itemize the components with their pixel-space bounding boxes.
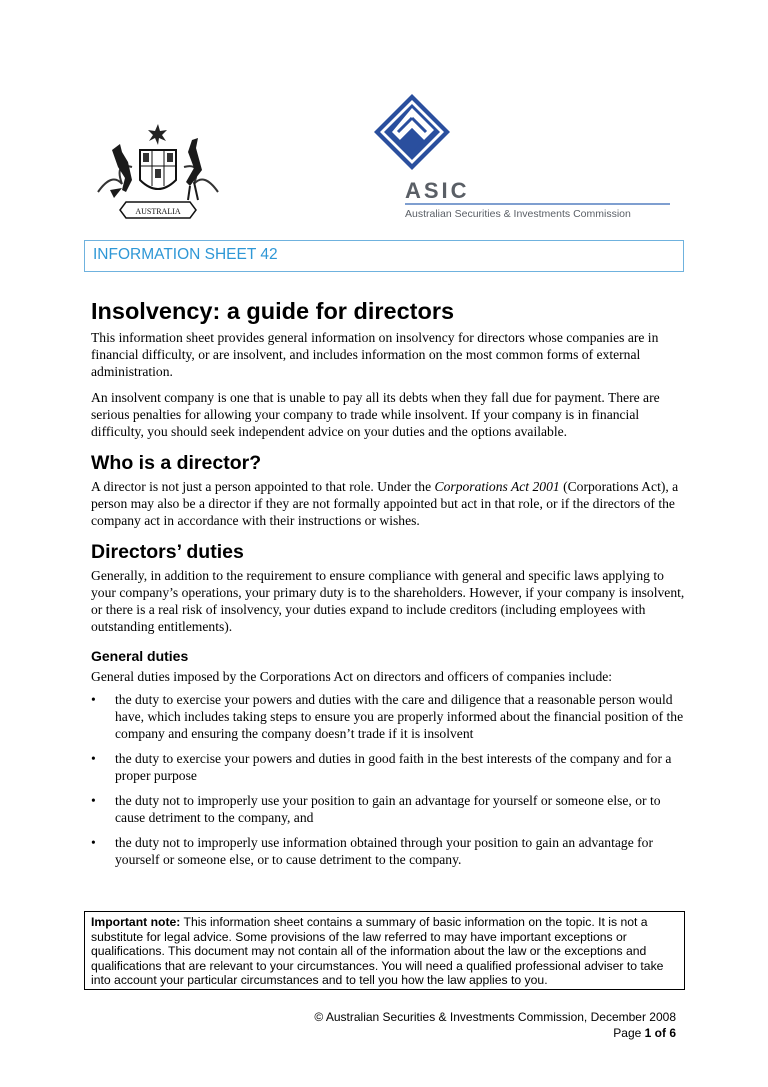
who-is-director-paragraph: A director is not just a person appointed to that role. Under the Corporations Act 2001 (Corporations Act), a person may also be a director if they are not formally appointed but act in that role, or if the directors of the company act in accordance with their instructions or wishes. <box>91 479 679 528</box>
asic-full-name: Australian Securities & Investments Commission <box>405 208 631 220</box>
page-number: Page 1 of 6 <box>613 1026 676 1040</box>
bullet-icon: • <box>91 835 96 850</box>
list-item: • the duty not to improperly use information obtained through your position to gain an advantage for yourself or someone else, or to cause detriment to the company. <box>91 835 653 867</box>
general-duties-list <box>91 691 687 868</box>
who-is-director-heading: Who is a director? <box>91 452 262 474</box>
document-body <box>91 296 687 876</box>
act-name: Corporations Act 2001 <box>434 479 560 494</box>
directors-duties-heading: Directors’ duties <box>91 541 244 563</box>
document-title: Insolvency: a guide for directors <box>91 298 455 324</box>
crest-banner-text: AUSTRALIA <box>135 207 181 216</box>
list-item: • the duty not to improperly use your position to gain an advantage for yourself or someone else, or to cause detriment to the company, and <box>91 793 661 825</box>
important-note-label: Important note: <box>91 915 181 929</box>
important-note-box <box>84 911 685 990</box>
bullet-icon: • <box>91 692 96 707</box>
coat-of-arms-logo <box>92 122 224 222</box>
intro-paragraph-1: This information sheet provides general information on insolvency for directors whose companies are in financial difficulty, or are insolvent, and includes information on the most common forms of external administration. <box>91 330 659 379</box>
asic-diamond-logo <box>372 92 452 172</box>
bullet-icon: • <box>91 793 96 808</box>
list-item: • the duty to exercise your powers and duties in good faith in the best interests of the company and for a proper purpose <box>91 751 672 783</box>
list-item: • the duty to exercise your powers and duties with the care and diligence that a reasonable person would have, which includes taking steps to ensure you are properly informed about the financial position of the company and ensuring the company doesn’t trade if it is insolvent <box>91 692 684 741</box>
general-duties-heading: General duties <box>91 648 189 664</box>
copyright-text: © Australian Securities & Investments Commission, December 2008 <box>314 1010 676 1024</box>
information-sheet-label: INFORMATION SHEET 42 <box>84 240 684 272</box>
directors-duties-paragraph: Generally, in addition to the requirement to ensure compliance with general and specific laws applying to your company’s operations, your primary duty is to the shareholders. However, if your company is insolvent, or there is a real risk of insolvency, your duties expand to include creditors (including employees with outstanding entitlements). <box>91 568 685 634</box>
important-note-text: This information sheet contains a summary of basic information on the topic. It is not a substitute for legal advice. Some provisions of the law referred to may have important exceptions or qualifications. This document may not contain all of the information about the law or the exceptions and qualifications that are relevant to your circumstances. You will need a qualified professional adviser to take into account your particular circumstances and to tell you how the law applies to you. <box>91 915 664 988</box>
page-footer <box>314 1009 676 1041</box>
general-duties-intro: General duties imposed by the Corporations Act on directors and officers of companies include: <box>91 669 613 684</box>
bullet-icon: • <box>91 751 96 766</box>
intro-paragraph-2: An insolvent company is one that is unable to pay all its debts when they fall due for payment. There are serious penalties for allowing your company to trade while insolvent. If your company is in financial difficulty, you should seek independent advice on your duties and the options available. <box>91 390 660 439</box>
asic-rule-divider <box>405 203 670 205</box>
asic-wordmark: ASIC <box>405 178 470 203</box>
